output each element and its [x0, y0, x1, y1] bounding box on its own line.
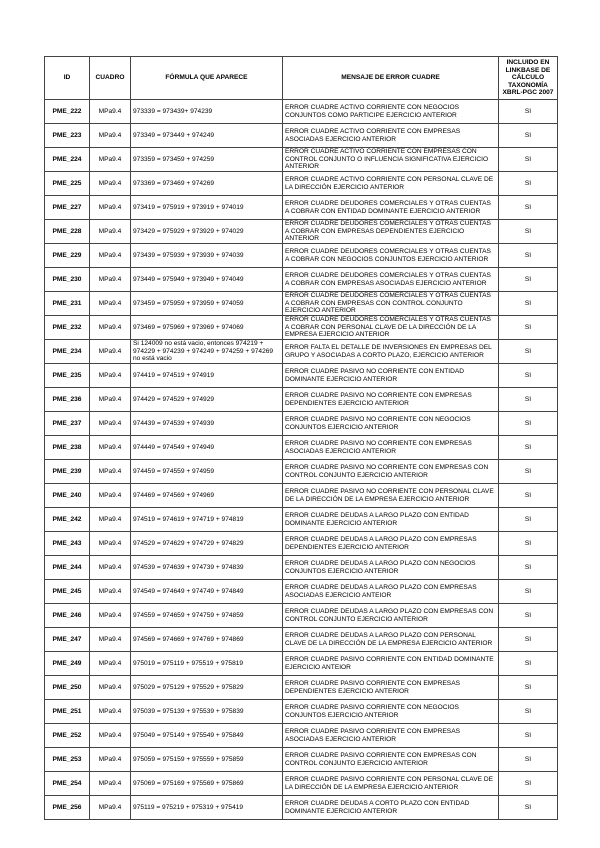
- cell-cuadro: MPa9.4: [90, 532, 131, 556]
- header-mensaje: MENSAJE DE ERROR CUADRE: [283, 57, 499, 100]
- cell-incluido: SI: [499, 772, 558, 796]
- cell-incluido: SI: [499, 124, 558, 148]
- cell-formula: 974549 = 974649 + 974749 + 974849: [131, 580, 283, 604]
- header-incluido: INCLUIDO EN LINKBASE DE CÁLCULO TAXONOMÍA XBRL-PGC 2007: [499, 57, 558, 100]
- cell-cuadro: MPa9.4: [90, 436, 131, 460]
- cell-formula: 975029 = 975129 + 975529 + 975829: [131, 676, 283, 700]
- header-id: ID: [45, 57, 90, 100]
- header-formula: FÓRMULA QUE APARECE: [131, 57, 283, 100]
- table-row: [45, 652, 558, 676]
- cell-formula: 973449 = 975949 + 973949 + 974049: [131, 268, 283, 292]
- cell-formula: 974419 = 974519 + 974919: [131, 364, 283, 388]
- cell-incluido: SI: [499, 628, 558, 652]
- cell-formula: 975119 = 975219 + 975319 + 975419: [131, 796, 283, 820]
- cell-incluido: SI: [499, 580, 558, 604]
- table-row: [45, 628, 558, 652]
- cell-mensaje: ERROR FALTA EL DETALLE DE INVERSIONES EN EMPRESAS DEL GRUPO Y ASOCIADAS A CORTO PLAZO, EJERCICIO ANTERIOR: [283, 340, 499, 364]
- cell-incluido: SI: [499, 388, 558, 412]
- table-row: [45, 532, 558, 556]
- cell-cuadro: MPa9.4: [90, 340, 131, 364]
- cell-id: PME_225: [45, 172, 90, 196]
- cell-id: PME_238: [45, 436, 90, 460]
- cell-mensaje: ERROR CUADRE PASIVO NO CORRIENTE CON EMPRESAS ASOCIADAS EJERCICIO ANTERIOR: [283, 436, 499, 460]
- cell-mensaje: ERROR CUADRE PASIVO NO CORRIENTE CON NEGOCIOS CONJUNTOS EJERCICIO ANTERIOR: [283, 412, 499, 436]
- cell-formula: 975019 = 975119 + 975519 + 975819: [131, 652, 283, 676]
- cell-incluido: SI: [499, 340, 558, 364]
- cell-formula: 973369 = 973469 + 974269: [131, 172, 283, 196]
- cell-formula: 973439 = 975939 + 973939 + 974039: [131, 244, 283, 268]
- cell-id: PME_237: [45, 412, 90, 436]
- table-row: [45, 556, 558, 580]
- cell-id: PME_250: [45, 676, 90, 700]
- cell-mensaje: ERROR CUADRE PASIVO CORRIENTE CON PERSONAL CLAVE DE LA DIRECCIÓN DE LA EMPRESA EJERCICIO ANTERIOR: [283, 772, 499, 796]
- cell-mensaje: ERROR CUADRE DEUDAS A LARGO PLAZO CON EMPRESAS ASOCIADAS EJERCICIO ANTEIOR: [283, 580, 499, 604]
- table-row: [45, 148, 558, 172]
- cell-incluido: SI: [499, 652, 558, 676]
- table-row: [45, 340, 558, 364]
- cell-formula: 974569 = 974669 + 974769 + 974869: [131, 628, 283, 652]
- cell-id: PME_224: [45, 148, 90, 172]
- cell-incluido: SI: [499, 700, 558, 724]
- cell-incluido: SI: [499, 364, 558, 388]
- cell-incluido: SI: [499, 532, 558, 556]
- cell-incluido: SI: [499, 316, 558, 340]
- cell-mensaje: ERROR CUADRE PASIVO CORRIENTE CON EMPRESAS DEPENDIENTES EJERCICIO ANTERIOR: [283, 676, 499, 700]
- cell-id: PME_229: [45, 244, 90, 268]
- cell-cuadro: MPa9.4: [90, 796, 131, 820]
- cell-id: PME_245: [45, 580, 90, 604]
- cell-formula: 974449 = 974549 + 974949: [131, 436, 283, 460]
- cell-mensaje: ERROR CUADRE DEUDAS A LARGO PLAZO CON EMPRESAS DEPENDIENTES EJERCICIO ANTERIOR: [283, 532, 499, 556]
- cell-cuadro: MPa9.4: [90, 772, 131, 796]
- cell-id: PME_236: [45, 388, 90, 412]
- cell-formula: 973419 = 975919 + 973919 + 974019: [131, 196, 283, 220]
- cell-cuadro: MPa9.4: [90, 388, 131, 412]
- cell-cuadro: MPa9.4: [90, 724, 131, 748]
- cell-formula: 974429 = 974529 + 974929: [131, 388, 283, 412]
- cell-id: PME_253: [45, 748, 90, 772]
- table-row: [45, 772, 558, 796]
- cell-formula: 975049 = 975149 + 975549 + 975849: [131, 724, 283, 748]
- cell-mensaje: ERROR CUADRE DEUDAS A LARGO PLAZO CON ENTIDAD DOMINANTE EJERCICIO ANTERIOR: [283, 508, 499, 532]
- cell-mensaje: ERROR CUADRE DEUDAS A LARGO PLAZO CON NEGOCIOS CONJUNTOS EJERCICIO ANTERIOR: [283, 556, 499, 580]
- cell-incluido: SI: [499, 724, 558, 748]
- cell-cuadro: MPa9.4: [90, 172, 131, 196]
- cell-id: PME_230: [45, 268, 90, 292]
- table-row: [45, 124, 558, 148]
- cell-formula: 973359 = 973459 + 974259: [131, 148, 283, 172]
- cell-cuadro: MPa9.4: [90, 700, 131, 724]
- cell-id: PME_249: [45, 652, 90, 676]
- cell-cuadro: MPa9.4: [90, 460, 131, 484]
- cell-incluido: SI: [499, 508, 558, 532]
- cell-id: PME_228: [45, 220, 90, 244]
- cell-cuadro: MPa9.4: [90, 484, 131, 508]
- cell-incluido: SI: [499, 292, 558, 316]
- cell-id: PME_242: [45, 508, 90, 532]
- cell-id: PME_252: [45, 724, 90, 748]
- table-row: [45, 460, 558, 484]
- cell-cuadro: MPa9.4: [90, 364, 131, 388]
- cell-cuadro: MPa9.4: [90, 508, 131, 532]
- cell-incluido: SI: [499, 172, 558, 196]
- cell-cuadro: MPa9.4: [90, 196, 131, 220]
- cell-incluido: SI: [499, 196, 558, 220]
- cell-mensaje: ERROR CUADRE DEUDORES COMERCIALES Y OTRAS CUENTAS A COBRAR CON EMPRESAS DEPENDIENTES EJERCICIO ANTERIOR: [283, 220, 499, 244]
- cell-mensaje: ERROR CUADRE PASIVO NO CORRIENTE CON EMPRESAS CON CONTROL CONJUNTO EJERCICIO ANTERIOR: [283, 460, 499, 484]
- table-row: [45, 268, 558, 292]
- cell-cuadro: MPa9.4: [90, 412, 131, 436]
- cell-incluido: SI: [499, 796, 558, 820]
- cell-mensaje: ERROR CUADRE DEUDORES COMERCIALES Y OTRAS CUENTAS A COBRAR CON ENTIDAD DOMINANTE EJERCICIO ANTERIOR: [283, 196, 499, 220]
- table-row: [45, 436, 558, 460]
- cell-mensaje: ERROR CUADRE ACTIVO CORRIENTE CON EMPRESAS ASOCIADAS EJERCICIO ANTERIOR: [283, 124, 499, 148]
- cell-id: PME_244: [45, 556, 90, 580]
- header-cuadro: CUADRO: [90, 57, 131, 100]
- cell-id: PME_235: [45, 364, 90, 388]
- cell-id: PME_239: [45, 460, 90, 484]
- cell-mensaje: ERROR CUADRE DEUDORES COMERCIALES Y OTRAS CUENTAS A COBRAR CON EMPRESAS CON CONTROL CONJUNTO EJERCICIO ANTERIOR: [283, 292, 499, 316]
- table-row: [45, 196, 558, 220]
- cell-incluido: SI: [499, 268, 558, 292]
- table-row: [45, 220, 558, 244]
- cell-formula: 973469 = 975969 + 973969 + 974069: [131, 316, 283, 340]
- cell-mensaje: ERROR CUADRE DEUDORES COMERCIALES Y OTRAS CUENTAS A COBRAR CON EMPRESAS ASOCIADAS EJERCICIO ANTERIOR: [283, 268, 499, 292]
- cell-id: PME_232: [45, 316, 90, 340]
- cell-id: PME_254: [45, 772, 90, 796]
- cell-cuadro: MPa9.4: [90, 316, 131, 340]
- error-rules-table: [44, 56, 558, 820]
- cell-id: PME_227: [45, 196, 90, 220]
- cell-id: PME_223: [45, 124, 90, 148]
- cell-formula: 975059 = 975159 + 975559 + 975859: [131, 748, 283, 772]
- cell-cuadro: MPa9.4: [90, 580, 131, 604]
- cell-mensaje: ERROR CUADRE DEUDAS A LARGO PLAZO CON PERSONAL CLAVE DE LA DIRECCIÓN DE LA EMPRESA EJERCICIO ANTERIOR: [283, 628, 499, 652]
- table-row: [45, 292, 558, 316]
- cell-formula: 973429 = 975929 + 973929 + 974029: [131, 220, 283, 244]
- cell-cuadro: MPa9.4: [90, 292, 131, 316]
- cell-incluido: SI: [499, 484, 558, 508]
- cell-formula: 974469 = 974569 + 974969: [131, 484, 283, 508]
- table-row: [45, 796, 558, 820]
- table-row: [45, 676, 558, 700]
- cell-cuadro: MPa9.4: [90, 604, 131, 628]
- cell-mensaje: ERROR CUADRE DEUDAS A LARGO PLAZO CON EMPRESAS CON CONTROL CONJUNTO EJERCICIO ANTERIOR: [283, 604, 499, 628]
- cell-formula: 973339 = 973439+ 974239: [131, 100, 283, 124]
- cell-cuadro: MPa9.4: [90, 652, 131, 676]
- table-row: [45, 724, 558, 748]
- cell-formula: Si 124009 no está vacio, entonces 974219 + 974229 + 974239 + 974249 + 974259 + 974269 no está vacio: [131, 340, 283, 364]
- cell-mensaje: ERROR CUADRE ACTIVO CORRIENTE CON PERSONAL CLAVE DE LA DIRECCIÓN EJERCICIO ANTERIOR: [283, 172, 499, 196]
- cell-cuadro: MPa9.4: [90, 268, 131, 292]
- cell-cuadro: MPa9.4: [90, 628, 131, 652]
- cell-id: PME_247: [45, 628, 90, 652]
- cell-formula: 974539 = 974639 + 974739 + 974839: [131, 556, 283, 580]
- cell-id: PME_240: [45, 484, 90, 508]
- table-row: [45, 412, 558, 436]
- cell-formula: 975069 = 975169 + 975569 + 975869: [131, 772, 283, 796]
- cell-mensaje: ERROR CUADRE PASIVO NO CORRIENTE CON PERSONAL CLAVE DE LA DIRECCIÓN DE LA EMPRESA EJERCICIO ANTERIOR: [283, 484, 499, 508]
- cell-incluido: SI: [499, 460, 558, 484]
- cell-incluido: SI: [499, 100, 558, 124]
- table-header-row: [45, 57, 558, 100]
- cell-incluido: SI: [499, 436, 558, 460]
- cell-formula: 973459 = 975959 + 973959 + 974059: [131, 292, 283, 316]
- table-body: [45, 100, 558, 820]
- cell-incluido: SI: [499, 244, 558, 268]
- cell-mensaje: ERROR CUADRE PASIVO NO CORRIENTE CON EMPRESAS DEPENDIENTES EJERCICIO ANTERIOR: [283, 388, 499, 412]
- table-row: [45, 100, 558, 124]
- cell-id: PME_246: [45, 604, 90, 628]
- cell-id: PME_231: [45, 292, 90, 316]
- cell-id: PME_256: [45, 796, 90, 820]
- cell-incluido: SI: [499, 148, 558, 172]
- table-row: [45, 364, 558, 388]
- cell-incluido: SI: [499, 604, 558, 628]
- cell-cuadro: MPa9.4: [90, 748, 131, 772]
- cell-mensaje: ERROR CUADRE ACTIVO CORRIENTE CON NEGOCIOS CONJUNTOS COMO PARTICIPE EJERCICIO ANTERIOR: [283, 100, 499, 124]
- cell-formula: 974519 = 974619 + 974719 + 974819: [131, 508, 283, 532]
- cell-id: PME_222: [45, 100, 90, 124]
- cell-formula: 973349 = 973449 + 974249: [131, 124, 283, 148]
- cell-incluido: SI: [499, 676, 558, 700]
- cell-mensaje: ERROR CUADRE DEUDAS A CORTO PLAZO CON ENTIDAD DOMINANTE EJERCICIO ANTERIOR: [283, 796, 499, 820]
- cell-id: PME_243: [45, 532, 90, 556]
- table-row: [45, 172, 558, 196]
- cell-formula: 974559 = 974659 + 974759 + 974859: [131, 604, 283, 628]
- cell-cuadro: MPa9.4: [90, 556, 131, 580]
- cell-mensaje: ERROR CUADRE PASIVO CORRIENTE CON ENTIDAD DOMINANTE EJERCICIO ANTEIOR: [283, 652, 499, 676]
- cell-cuadro: MPa9.4: [90, 100, 131, 124]
- cell-mensaje: ERROR CUADRE PASIVO CORRIENTE CON EMPRESAS CON CONTROL CONJUNTO EJERCICIO ANTERIOR: [283, 748, 499, 772]
- cell-cuadro: MPa9.4: [90, 220, 131, 244]
- cell-mensaje: ERROR CUADRE DEUDORES COMERCIALES Y OTRAS CUENTAS A COBRAR CON PERSONAL CLAVE DE LA DIRECCIÓN DE LA EMPRESA EJERCICIO ANTERIOR: [283, 316, 499, 340]
- cell-mensaje: ERROR CUADRE PASIVO NO CORRIENTE CON ENTIDAD DOMINANTE EJERCICIO ANTERIOR: [283, 364, 499, 388]
- cell-mensaje: ERROR CUADRE PASIVO CORRIENTE CON EMPRESAS ASOCIADAS EJERCICIO ANTERIOR: [283, 724, 499, 748]
- cell-incluido: SI: [499, 748, 558, 772]
- table-row: [45, 244, 558, 268]
- cell-cuadro: MPa9.4: [90, 124, 131, 148]
- cell-mensaje: ERROR CUADRE ACTIVO CORRIENTE CON EMPRESAS CON CONTROL CONJUNTO O INFLUENCIA SIGNIFICATIVA EJERCICIO ANTERIOR: [283, 148, 499, 172]
- cell-incluido: SI: [499, 220, 558, 244]
- cell-formula: 974529 = 974629 + 974729 + 974829: [131, 532, 283, 556]
- cell-id: PME_251: [45, 700, 90, 724]
- cell-cuadro: MPa9.4: [90, 244, 131, 268]
- cell-formula: 975039 = 975139 + 975539 + 975839: [131, 700, 283, 724]
- cell-cuadro: MPa9.4: [90, 676, 131, 700]
- cell-id: PME_234: [45, 340, 90, 364]
- cell-formula: 974439 = 974539 + 974939: [131, 412, 283, 436]
- cell-formula: 974459 = 974559 + 974959: [131, 460, 283, 484]
- cell-incluido: SI: [499, 412, 558, 436]
- table-row: [45, 316, 558, 340]
- table-row: [45, 388, 558, 412]
- cell-mensaje: ERROR CUADRE PASIVO CORRIENTE CON NEGOCIOS CONJUNTOS EJERCICIO ANTERIOR: [283, 700, 499, 724]
- table-row: [45, 700, 558, 724]
- table-row: [45, 508, 558, 532]
- table-row: [45, 604, 558, 628]
- cell-mensaje: ERROR CUADRE DEUDORES COMERCIALES Y OTRAS CUENTAS A COBRAR CON NEGOCIOS CONJUNTOS EJERCICIO ANTERIOR: [283, 244, 499, 268]
- cell-cuadro: MPa9.4: [90, 148, 131, 172]
- table-row: [45, 748, 558, 772]
- table-row: [45, 484, 558, 508]
- table-row: [45, 580, 558, 604]
- cell-incluido: SI: [499, 556, 558, 580]
